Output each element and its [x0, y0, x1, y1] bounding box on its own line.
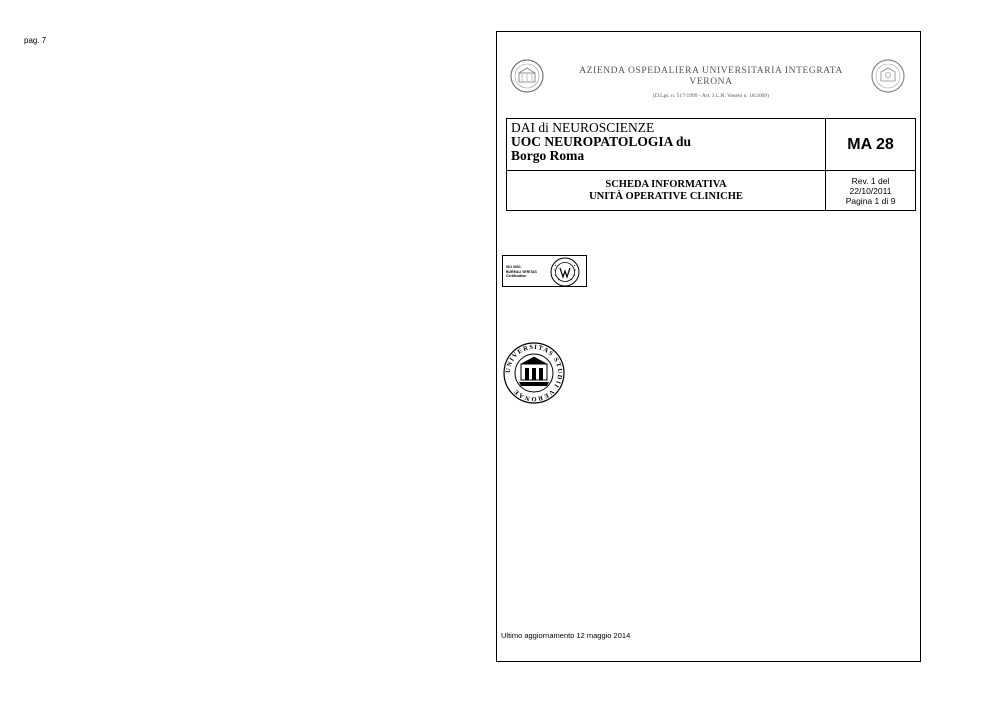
revision-cell — [826, 171, 916, 211]
cert-line3: Certification — [506, 274, 527, 278]
page-number: pag. 7 — [24, 36, 47, 45]
hospital-logo-right-icon — [871, 59, 905, 93]
document-type-cell — [507, 171, 826, 211]
hospital-logo-left-icon — [510, 59, 544, 93]
university-seal-text: UNIVERSITAS STUDII VERONAE — [504, 343, 564, 403]
department-cell — [507, 119, 826, 171]
last-update-note: Ultimo aggiornamento 12 maggio 2014 — [501, 631, 631, 640]
document-page — [496, 31, 921, 662]
document-type-line1: SCHEDA INFORMATIVA — [605, 178, 727, 190]
unit-name-line2: Borgo Roma — [511, 148, 585, 163]
department-name: DAI di NEUROSCIENZE — [511, 120, 655, 135]
document-code: MA 28 — [826, 119, 916, 171]
page-count: Pagina 1 di 9 — [845, 195, 896, 206]
document-info-table — [506, 118, 916, 211]
bureau-veritas-seal-icon — [550, 257, 580, 287]
unit-name-line1: UOC NEUROPATOLOGIA du — [511, 134, 692, 149]
institution-name — [557, 66, 865, 88]
certification-text — [506, 265, 537, 279]
university-seal-icon — [503, 342, 565, 404]
institution-legal-reference: (D.Lgs. n. 517/1999 - Art. 3 L.R. Veneto n. 18/2009) — [652, 93, 769, 99]
cert-line2: BUREAU VERITAS — [506, 269, 537, 274]
document-type-line2: UNITÀ OPERATIVE CLINICHE — [589, 190, 743, 202]
cert-line1: ISO 9001 — [506, 265, 521, 269]
revision-label: Rev. 1 del — [851, 175, 890, 186]
revision-date: 22/10/2011 — [849, 185, 892, 196]
institution-name-line1: AZIENDA OSPEDALIERA UNIVERSITARIA INTEGRATA — [579, 66, 843, 76]
certification-badge — [502, 255, 587, 287]
institution-name-line2: VERONA — [689, 77, 733, 87]
